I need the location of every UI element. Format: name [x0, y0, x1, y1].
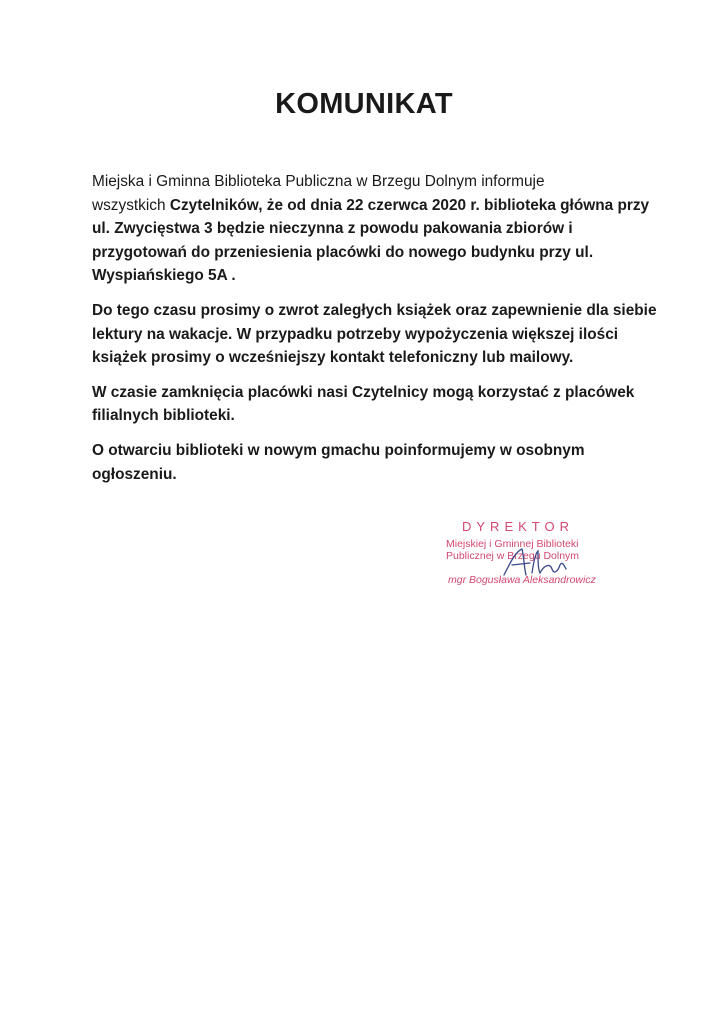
- text-segment: Czytelników, że od dnia 22 czerwca 2020 r. biblioteka główna przy: [169, 196, 650, 214]
- text-segment: filialnych biblioteki.: [92, 407, 235, 425]
- paragraph-line: [92, 346, 632, 370]
- text-segment: lektury na wakacje. W przypadku potrzeby wypożyczenia większej ilości: [92, 325, 619, 343]
- paragraph-1: [92, 170, 650, 288]
- text-segment: Wyspiańskiego 5A .: [92, 267, 236, 285]
- paragraph-line: [92, 381, 635, 405]
- text-segment: wszystkich: [92, 196, 170, 214]
- text-segment: przygotowań do przeniesienia placówki do nowego budynku przy ul.: [92, 243, 594, 261]
- text-segment: ogłoszeniu.: [92, 465, 177, 483]
- stamp-director-name: mgr Bogusława Aleksandrowicz: [448, 574, 596, 586]
- stamp-institution-line-2: Publicznej w Brzegu Dolnym: [446, 550, 580, 562]
- paragraph-line: [92, 170, 632, 194]
- paragraph-2: [92, 299, 657, 370]
- text-segment: Miejska i Gminna Biblioteka Publiczna w Brzegu Dolnym informuje: [92, 173, 545, 190]
- paragraph-4: [92, 439, 632, 486]
- paragraph-line: [92, 194, 650, 218]
- text-segment: ul. Zwycięstwa 3 będzie nieczynna z powodu pakowania zbiorów i: [92, 220, 573, 238]
- document-title: KOMUNIKAT: [275, 88, 453, 120]
- paragraph-line: [92, 323, 632, 347]
- text-segment: Do tego czasu prosimy o zwrot zaległych książek oraz zapewnienie dla siebie: [92, 301, 657, 319]
- paragraph-line: [92, 404, 632, 428]
- paragraph-line: [92, 264, 632, 288]
- text-segment: O otwarciu biblioteki w nowym gmachu poinformujemy w osobnym: [92, 441, 585, 459]
- text-segment: książek prosimy o wcześniejszy kontakt telefoniczny lub mailowy.: [92, 349, 574, 367]
- stamp-institution-line-1: Miejskiej i Gminnej Biblioteki: [446, 538, 579, 550]
- handwritten-signature: [500, 545, 570, 581]
- paragraph-line: [92, 439, 632, 463]
- paragraph-line: [92, 299, 657, 323]
- paragraph-line: [92, 241, 632, 265]
- paragraph-line: [92, 217, 632, 241]
- document-body: [92, 170, 657, 497]
- paragraph-line: [92, 463, 632, 487]
- text-segment: W czasie zamknięcia placówki nasi Czytelnicy mogą korzystać z placówek: [92, 383, 635, 401]
- stamp-title: DYREKTOR: [462, 519, 574, 534]
- paragraph-3: [92, 381, 635, 428]
